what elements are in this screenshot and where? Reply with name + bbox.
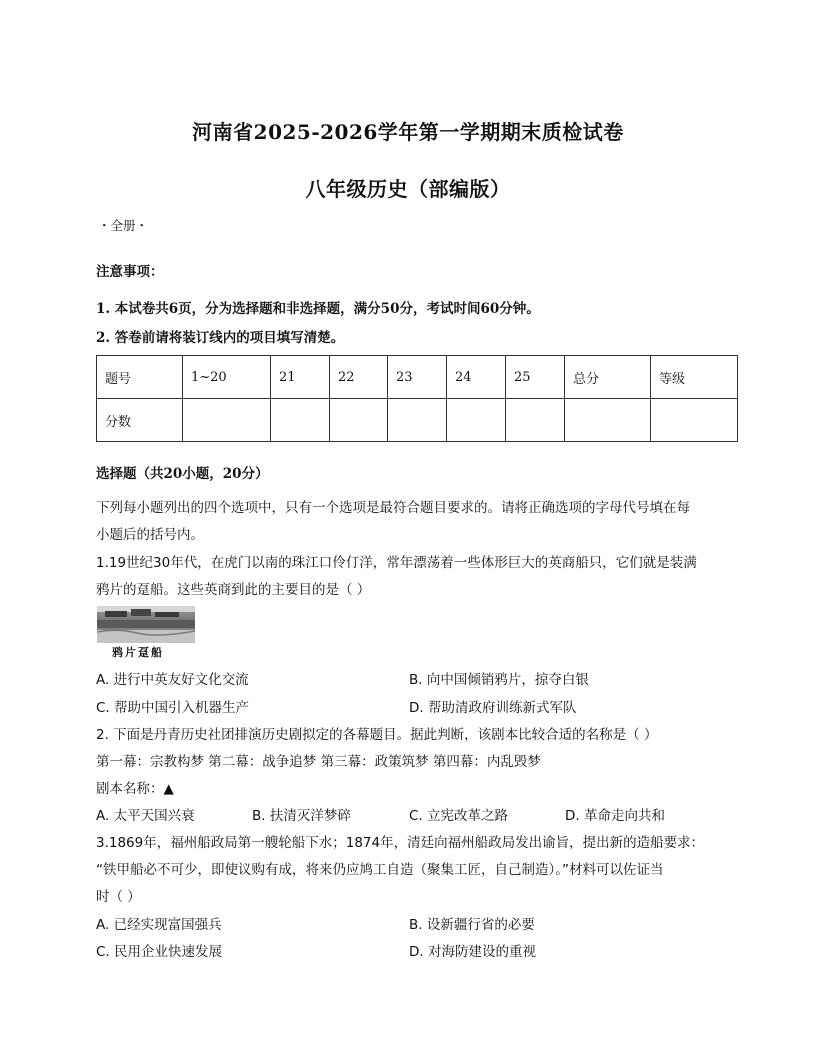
question-2-stem: 2. 下面是丹青历史社团排演历史剧拟定的各幕题目。据此判断，该剧本比较合适的名称是（ ） [96, 727, 658, 743]
question-2-option-d[interactable]: D. 革命走向共和 [565, 808, 665, 824]
table-header-cell: 24 [447, 356, 506, 399]
exam-title: 河南省2025-2026学年第一学期期末质检试卷 [192, 120, 624, 144]
question-2-option-a[interactable]: A. 太平天国兴衰 [96, 808, 195, 824]
table-header-cell: 21 [271, 356, 330, 399]
question-3-stem: 时（ ） [96, 889, 141, 905]
table-header-cell: 1~20 [183, 356, 271, 399]
question-2-acts: 第一幕：宗教构梦 第二幕：战争追梦 第三幕：政策筑梦 第四幕：内乱毁梦 [96, 754, 541, 770]
section-instruction: 小题后的括号内。 [96, 527, 204, 543]
question-1-option-c[interactable]: C. 帮助中国引入机器生产 [96, 700, 250, 716]
question-3-option-d[interactable]: D. 对海防建设的重视 [409, 944, 536, 960]
question-3-stem: 3.1869年，福州船政局第一艘轮船下水；1874年，清廷向福州船政局发出谕旨，提出新的造船要求： [96, 835, 705, 851]
score-cell[interactable] [651, 399, 738, 442]
score-cell[interactable] [271, 399, 330, 442]
score-cell[interactable] [506, 399, 565, 442]
opium-ship-caption: 鸦片趸船 [112, 646, 164, 659]
note-item: 2. 答卷前请将装订线内的项目填写清楚。 [96, 330, 345, 346]
table-header-cell: 等级 [651, 356, 738, 399]
question-1-option-a[interactable]: A. 进行中英友好文化交流 [96, 672, 249, 688]
question-1-option-d[interactable]: D. 帮助清政府训练新式军队 [409, 700, 577, 716]
table-header-cell: 总分 [565, 356, 651, 399]
notes-heading: 注意事项： [96, 264, 164, 280]
score-cell[interactable] [388, 399, 447, 442]
section-instruction: 下列每小题列出的四个选项中，只有一个选项是最符合题目要求的。请将正确选项的字母代号填在每 [96, 500, 690, 516]
opium-ship-photo [97, 606, 195, 643]
score-table [96, 355, 738, 442]
table-header-cell: 23 [388, 356, 447, 399]
note-item: 1. 本试卷共6页，分为选择题和非选择题，满分50分，考试时间60分钟。 [96, 301, 540, 317]
question-1-stem: 鸦片的趸船。这些英商到此的主要目的是（ ） [96, 582, 371, 598]
table-header-cell: 25 [506, 356, 565, 399]
question-3-option-a[interactable]: A. 已经实现富国强兵 [96, 917, 222, 933]
question-1-stem: 1.19世纪30年代，在虎门以南的珠江口伶仃洋，常年漂荡着一些体形巨大的英商船只，它们就是装满 [96, 555, 697, 571]
score-table-score-row [97, 399, 738, 442]
question-1-option-b[interactable]: B. 向中国倾销鸦片，掠夺白银 [409, 672, 589, 688]
question-2-option-c[interactable]: C. 立宪改革之路 [409, 808, 509, 824]
score-cell[interactable] [330, 399, 388, 442]
section-heading: 选择题（共20小题，20分） [96, 466, 269, 482]
question-3-option-b[interactable]: B. 设新疆行省的必要 [409, 917, 535, 933]
question-2-blank: 剧本名称：▲ [96, 781, 174, 797]
score-cell[interactable] [565, 399, 651, 442]
question-3-option-c[interactable]: C. 民用企业快速发展 [96, 944, 223, 960]
table-header-cell: 22 [330, 356, 388, 399]
score-cell[interactable] [183, 399, 271, 442]
table-header-cell: 题号 [97, 356, 183, 399]
exam-subtitle: 八年级历史（部编版） [305, 177, 511, 201]
score-cell[interactable] [447, 399, 506, 442]
question-2-option-b[interactable]: B. 扶清灭洋梦碎 [252, 808, 351, 824]
question-3-stem: “铁甲船必不可少，即使议购有成，将来仍应鸠工自造（聚集工匠，自己制造）。”材料可以佐证当 [96, 862, 664, 878]
score-row-label: 分数 [97, 399, 183, 442]
score-table-header-row [97, 356, 738, 399]
scope-label: ・全册・ [98, 218, 149, 233]
